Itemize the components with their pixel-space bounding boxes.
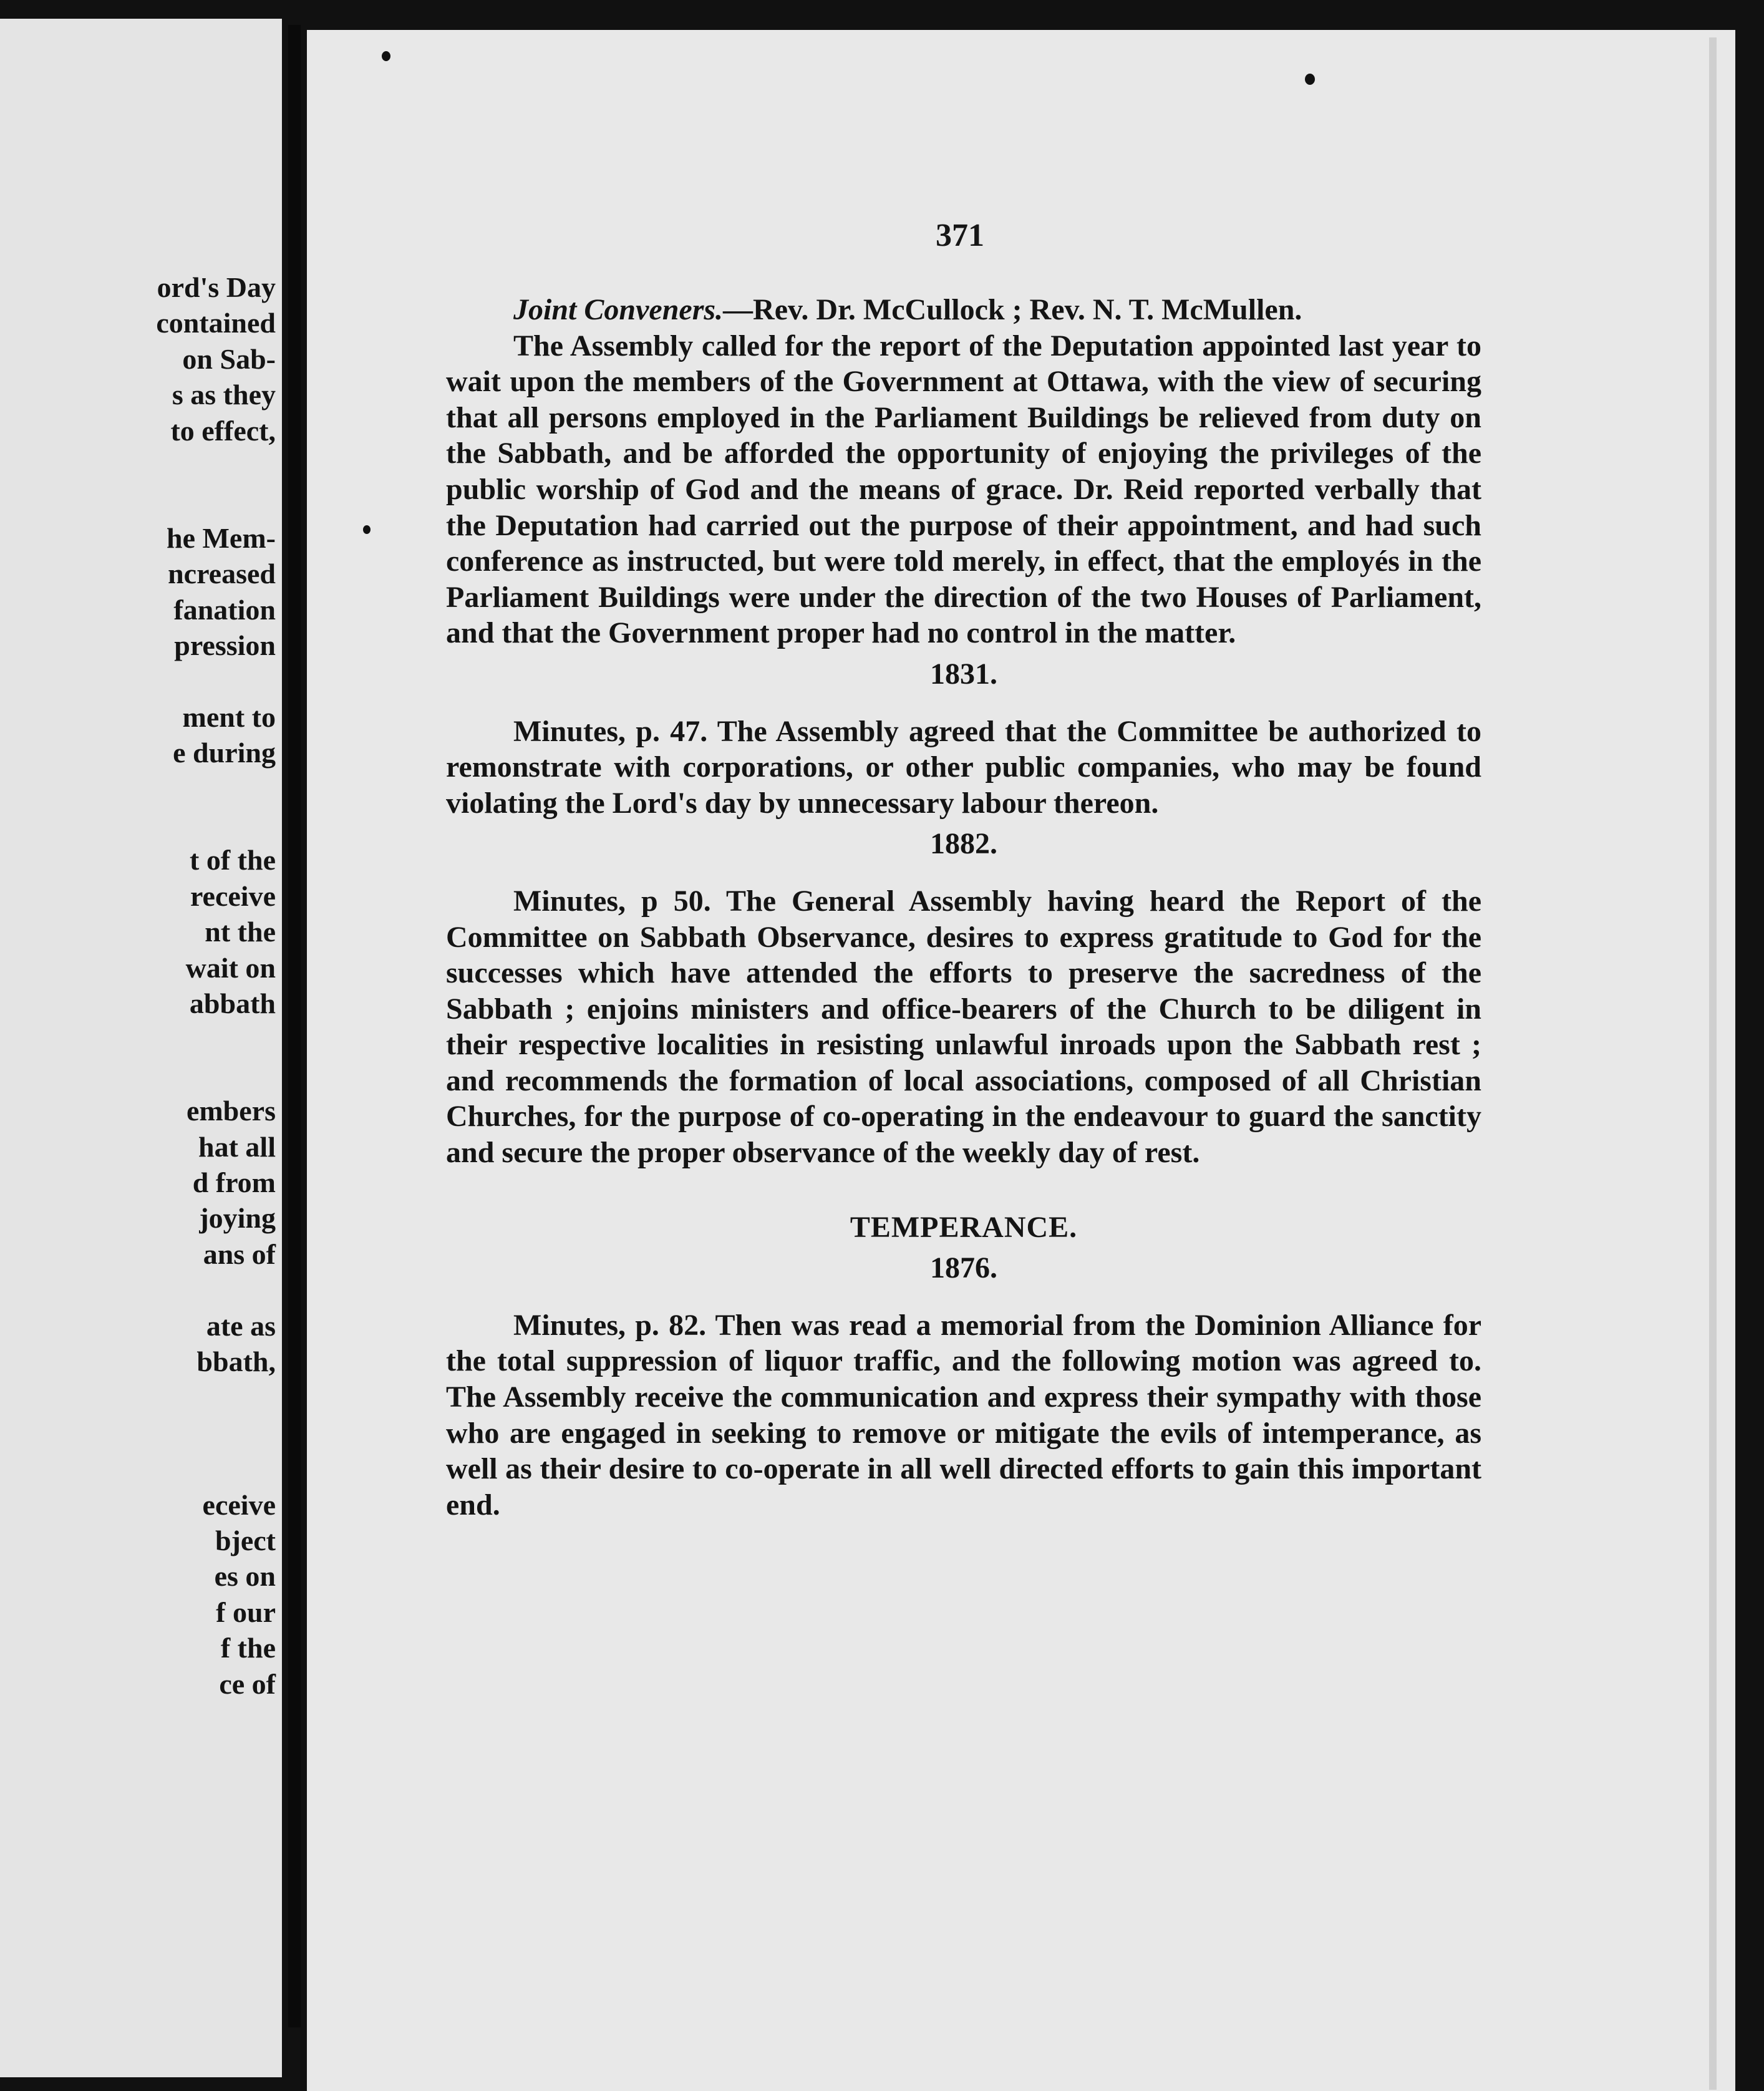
left-page-fragment: abbath — [189, 987, 276, 1019]
left-page-fragment: fanation — [173, 593, 276, 626]
left-page-fragment: contained — [156, 307, 276, 339]
page-number: 371 — [936, 218, 984, 253]
left-page-fragment: embers — [186, 1095, 276, 1127]
year-heading-1881: 1831. — [930, 657, 997, 691]
page-edge — [1709, 37, 1717, 2090]
left-page-fragment: s as they — [172, 379, 276, 411]
left-page-fragment: f the — [220, 1632, 276, 1664]
minutes-paragraph-1882: Minutes, p 50. The General Assembly having heard the Report of the Committee on Sabbath Observance, desires to express gratitude to God for the successes which have attended the efforts to preserve the sacredness of the Sabbath ; enjoins ministers and office-bearers of the Church to be diligent in their respective localities in resisting unlawful inroads upon the Sabbath rest ; and recommends the formation of local associations, composed of all Christian Churches, for the purpose of co-operating in the endeavour to guard the sanctity and secure the proper observance of the weekly day of rest. — [446, 884, 1481, 1170]
left-page-fragment: es on — [214, 1560, 276, 1593]
minutes-paragraph-1876: Minutes, p. 82. Then was read a memorial from the Dominion Alliance for the total suppression of liquor traffic, and the following motion was agreed to. The Assembly receive the communication and express their sympathy with those who are engaged in seeking to remove or mitigate the evils of intemperance, as well as their desire to co-operate in all well directed efforts to gain this important end. — [446, 1308, 1481, 1521]
speck-mark — [363, 525, 371, 534]
year-heading-1876: 1876. — [930, 1251, 997, 1285]
page-gutter — [288, 25, 301, 2027]
left-page-fragment: ment to — [182, 701, 276, 733]
section-heading-temperance: TEMPERANCE. — [850, 1210, 1078, 1244]
speck-mark — [1305, 74, 1315, 85]
left-page-fragment: hat all — [198, 1130, 276, 1163]
left-page-fragment: joying — [199, 1202, 276, 1235]
left-page-fragment: wait on — [185, 951, 276, 984]
left-page-fragment: bbath, — [196, 1346, 276, 1377]
left-page-fragment: ord's Day — [157, 271, 276, 303]
minutes-paragraph-1881: Minutes, p. 47. The Assembly agreed that the Committee be authorized to remonstrate with corporations, or other public companies, who may be found violating the Lord's day by unnecessary labour thereon. — [446, 714, 1481, 820]
left-facing-page — [0, 19, 282, 2077]
left-page-fragment: e during — [173, 737, 276, 769]
conveners-label: Joint Conveners. — [513, 293, 724, 326]
left-page-fragment: bject — [215, 1525, 276, 1556]
left-page-fragment: nt the — [205, 916, 276, 948]
speck-mark — [382, 51, 390, 61]
left-page-fragment: t of the — [190, 844, 276, 876]
left-page-fragment: to effect, — [170, 414, 276, 447]
page-body — [446, 292, 1481, 1523]
left-page-fragment: ans of — [203, 1238, 276, 1270]
left-page-fragment: ate as — [206, 1309, 276, 1342]
joint-conveners-line — [446, 292, 1481, 328]
left-page-fragment: pression — [174, 629, 276, 661]
left-page-fragment: f our — [216, 1596, 276, 1628]
left-page-fragment: receive — [190, 880, 276, 912]
deputation-paragraph: The Assembly called for the report of the Deputation appointed last year to wait upon the members of the Government at Ottawa, with the view of securing that all persons employed in the Parliament Buildings be relieved from duty on the Sabbath, and be afforded the opportunity of enjoying the privileges of the public worship of God and the means of grace. Dr. Reid reported verbally that the Deputation had carried out the purpose of their appointment, and had such conference as instructed, but were told merely, in effect, that the employés in the Parliament Buildings were under the direction of the two Houses of Parliament, and that the Government proper had no control in the matter. — [446, 329, 1481, 650]
left-page-fragment: on Sab- — [182, 342, 276, 375]
left-page-fragment: ce of — [219, 1667, 276, 1700]
conveners-names: —Rev. Dr. McCullock ; Rev. N. T. McMullen. — [723, 293, 1302, 326]
left-page-fragment: eceive — [202, 1488, 276, 1521]
left-page-fragment: d from — [192, 1167, 276, 1198]
left-page-fragment: ncreased — [168, 558, 276, 590]
year-heading-1882: 1882. — [930, 827, 997, 861]
left-page-fragment: he Mem- — [167, 522, 276, 554]
